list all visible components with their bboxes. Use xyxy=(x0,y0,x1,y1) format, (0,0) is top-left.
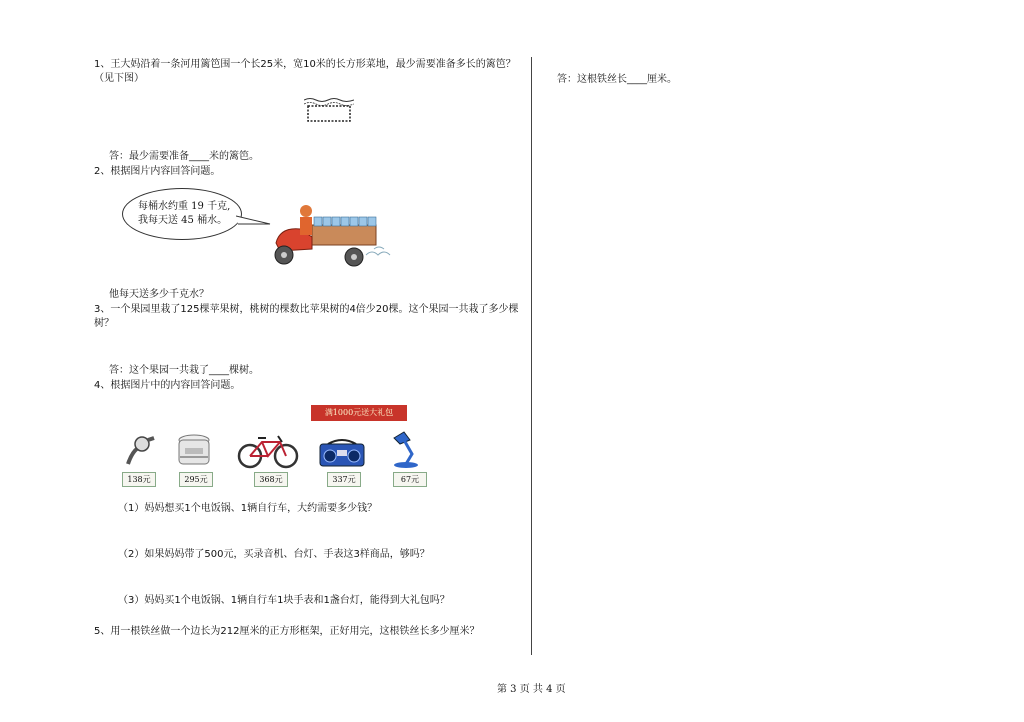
fence-diagram xyxy=(304,97,354,123)
price-tag-lamp: 67元 xyxy=(393,472,427,487)
q1-answer: 答：最少需要准备____米的篱笆。 xyxy=(109,151,259,162)
price-tag-bicycle: 368元 xyxy=(254,472,288,487)
q5-text: 5、用一根铁丝做一个边长为212厘米的正方形框架，正好用完，这根铁丝长多少厘米？ xyxy=(94,626,480,637)
price-tag-radio: 337元 xyxy=(327,472,361,487)
watch-icon xyxy=(124,434,156,468)
speech-bubble-tail-icon xyxy=(236,214,272,228)
gift-banner: 满1000元送大礼包 xyxy=(311,405,407,421)
q3-line1: 3、一个果园里栽了125棵苹果树，桃树的棵数比苹果树的4倍少20棵。这个果园一共栽了多少棵 xyxy=(94,304,519,315)
price-tag-rice-cooker: 295元 xyxy=(179,472,213,487)
radio-icon xyxy=(318,438,366,468)
bicycle-icon xyxy=(236,432,300,470)
q1-line1: 1、王大妈沿着一条河用篱笆围一个长25米，宽10米的长方形菜地，最少需要准备多长的篱笆？ xyxy=(94,59,516,70)
page-footer: 第 3 页 共 4 页 xyxy=(497,684,566,695)
q3-answer: 答：这个果园一共栽了____棵树。 xyxy=(109,365,259,376)
q4-sub1: （1）妈妈想买1个电饭锅、1辆自行车，大约需要多少钱？ xyxy=(118,503,378,514)
price-tag-watch: 138元 xyxy=(122,472,156,487)
q2-title: 2、根据图片内容回答问题。 xyxy=(94,166,221,177)
q4-title: 4、根据图片中的内容回答问题。 xyxy=(94,380,241,391)
rice-cooker-icon xyxy=(176,432,212,468)
q4-sub2: （2）如果妈妈带了500元，买录音机、台灯、手表这3样商品，够吗？ xyxy=(118,549,430,560)
desk-lamp-icon xyxy=(388,430,424,470)
bubble-line-2: 我每天送 45 桶水。 xyxy=(138,215,228,226)
delivery-tricycle-icon xyxy=(270,203,400,269)
q1-line2: （见下图） xyxy=(94,73,144,84)
bubble-line-1: 每桶水约重 19 千克, xyxy=(138,201,231,212)
column-divider xyxy=(531,57,532,655)
q3-line2: 树？ xyxy=(94,318,114,329)
q2-question: 他每天送多少千克水？ xyxy=(109,289,209,300)
q5-answer: 答：这根铁丝长____厘米。 xyxy=(557,74,677,85)
q4-sub3: （3）妈妈买1个电饭锅、1辆自行车1块手表和1盏台灯，能得到大礼包吗？ xyxy=(118,595,450,606)
